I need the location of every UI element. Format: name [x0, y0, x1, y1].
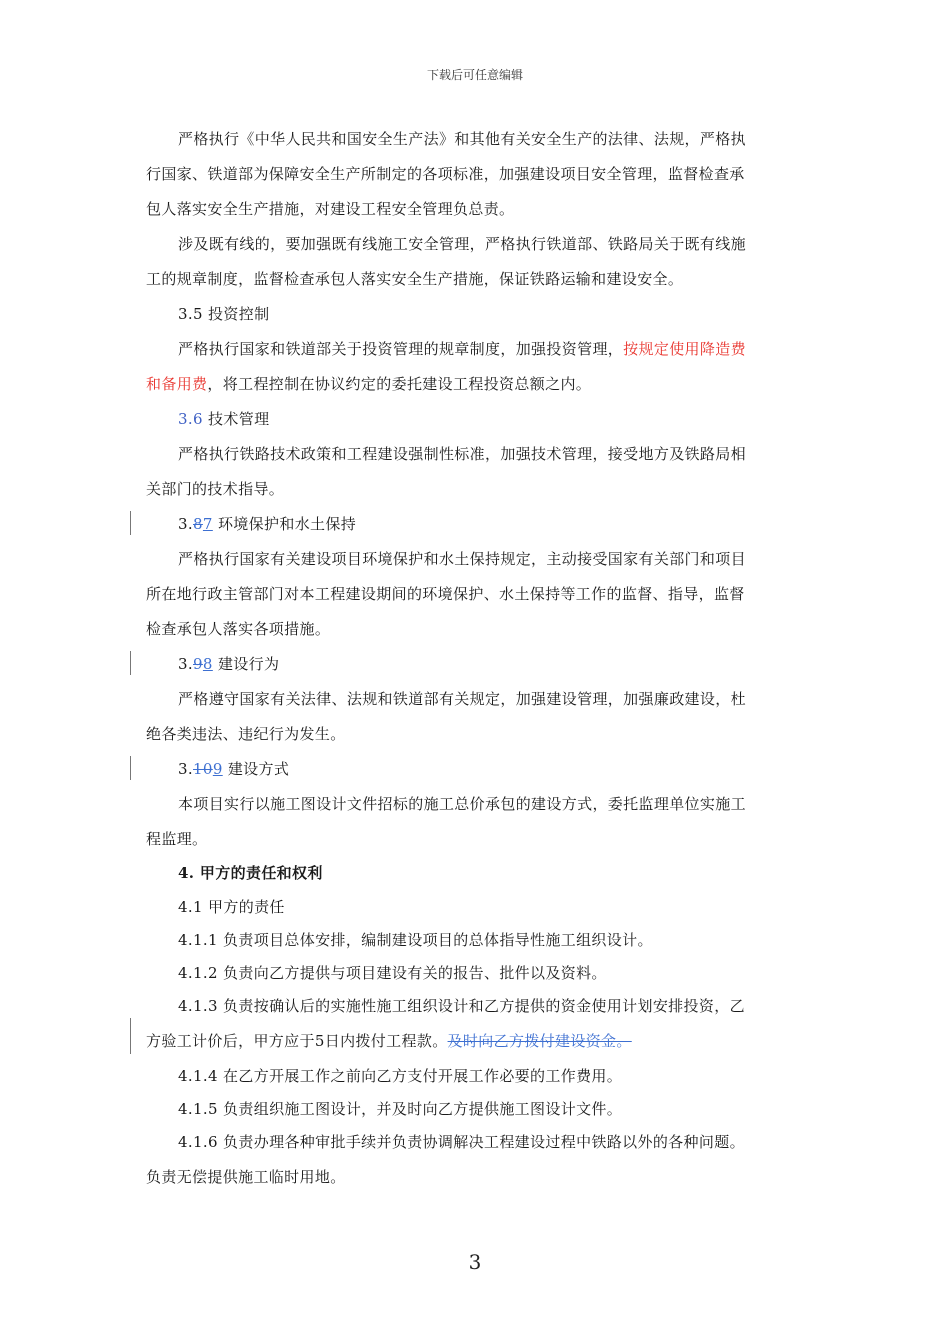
- paragraph-line: 程监理。: [146, 830, 208, 848]
- section-title: 建设方式: [222, 760, 290, 778]
- paragraph-line: 包人落实安全生产措施，对建设工程安全管理负总责。: [146, 200, 515, 218]
- section-number: 3.6: [178, 410, 203, 428]
- list-item-4-1-1: 4.1.1 负责项目总体安排，编制建设项目的总体指导性施工组织设计。: [178, 931, 653, 949]
- paragraph-line: 绝各类违法、违纪行为发生。: [146, 725, 346, 743]
- paragraph-line: 本项目实行以施工图设计文件招标的施工总价承包的建设方式，委托监理单位实施工: [178, 795, 746, 813]
- text-run: ，将工程控制在协议约定的委托建设工程投资总额之内。: [207, 375, 592, 393]
- text-run: 方验工计价后，甲方应于5日内拨付工程款。: [146, 1032, 448, 1050]
- section-heading-3-6: [178, 408, 808, 430]
- paragraph-line: 负责无偿提供施工临时用地。: [146, 1168, 346, 1186]
- section-number-prefix: 3.: [178, 515, 194, 533]
- revision-insertion: 8: [202, 655, 213, 673]
- paragraph-line: 严格执行国家有关建设项目环境保护和水土保持规定，主动接受国家有关部门和项目: [178, 550, 746, 568]
- paragraph-line: 严格遵守国家有关法律、法规和铁道部有关规定，加强建设管理，加强廉政建设，杜: [178, 690, 746, 708]
- list-item-4-1-5: 4.1.5 负责组织施工图设计，并及时向乙方提供施工图设计文件。: [178, 1100, 623, 1118]
- revision-insertion: 7: [202, 515, 213, 533]
- list-item-4-1-3: 4.1.3 负责按确认后的实施性施工组织设计和乙方提供的资金使用计划安排投资，乙: [178, 997, 745, 1015]
- section-title: 技术管理: [202, 410, 270, 428]
- text-run: 严格执行国家和铁道部关于投资管理的规章制度，加强投资管理，: [178, 340, 624, 358]
- section-heading-3-7: [178, 513, 808, 535]
- paragraph-line: 严格执行铁路技术政策和工程建设强制性标准，加强技术管理，接受地方及铁路局相: [178, 445, 746, 463]
- paragraph-line: 涉及既有线的，要加强既有线施工安全管理，严格执行铁道部、铁路局关于既有线施: [178, 235, 746, 253]
- section-title: 环境保护和水土保持: [212, 515, 357, 533]
- paragraph-line: 严格执行《中华人民共和国安全生产法》和其他有关安全生产的法律、法规，严格执: [178, 130, 746, 148]
- list-item-4-1-6: 4.1.6 负责办理各种审批手续并负责协调解决工程建设过程中铁路以外的各种问题。: [178, 1133, 745, 1151]
- list-item-4-1-4: 4.1.4 在乙方开展工作之前向乙方支付开展工作必要的工作费用。: [178, 1067, 623, 1085]
- section-heading-3-8: [178, 653, 808, 675]
- paragraph-line: [146, 1030, 808, 1052]
- paragraph-line: 行国家、铁道部为保障安全生产所制定的各项标准，加强建设项目安全管理，监督检查承: [146, 165, 745, 183]
- list-item-4-1-2: 4.1.2 负责向乙方提供与项目建设有关的报告、批件以及资料。: [178, 964, 607, 982]
- paragraph-line: 检查承包人落实各项措施。: [146, 620, 331, 638]
- paragraph-line: [146, 373, 808, 395]
- section-heading-4-1: 4.1 甲方的责任: [178, 898, 285, 916]
- page-header: 下载后可任意编辑: [426, 68, 523, 82]
- section-heading-3-9: [178, 758, 808, 780]
- revision-insert-red: 按规定使用降造费: [623, 340, 746, 358]
- revision-bar: [130, 756, 131, 780]
- section-heading-3-5: 3.5 投资控制: [178, 305, 270, 323]
- paragraph-line: 关部门的技术指导。: [146, 480, 285, 498]
- revision-insertion: 9: [212, 760, 223, 778]
- revision-bar: [130, 511, 131, 535]
- section-heading-4: 4. 甲方的责任和权利: [178, 864, 323, 882]
- revision-bar: [130, 1018, 131, 1054]
- section-number-prefix: 3.: [178, 760, 194, 778]
- section-number-prefix: 3.: [178, 655, 194, 673]
- revision-deletion: 及时向乙方拨付建设资金。: [447, 1032, 632, 1050]
- revision-deletion: 9: [193, 655, 203, 673]
- paragraph-line: [178, 338, 808, 360]
- section-title: 建设行为: [212, 655, 280, 673]
- revision-insert-red: 和备用费: [146, 375, 208, 393]
- revision-deletion: 8: [193, 515, 203, 533]
- paragraph-line: 工的规章制度，监督检查承包人落实安全生产措施，保证铁路运输和建设安全。: [146, 270, 684, 288]
- paragraph-line: 所在地行政主管部门对本工程建设期间的环境保护、水土保持等工作的监督、指导，监督: [146, 585, 745, 603]
- revision-bar: [130, 651, 131, 675]
- page-number: 3: [468, 1250, 482, 1274]
- revision-deletion: 10: [193, 760, 213, 778]
